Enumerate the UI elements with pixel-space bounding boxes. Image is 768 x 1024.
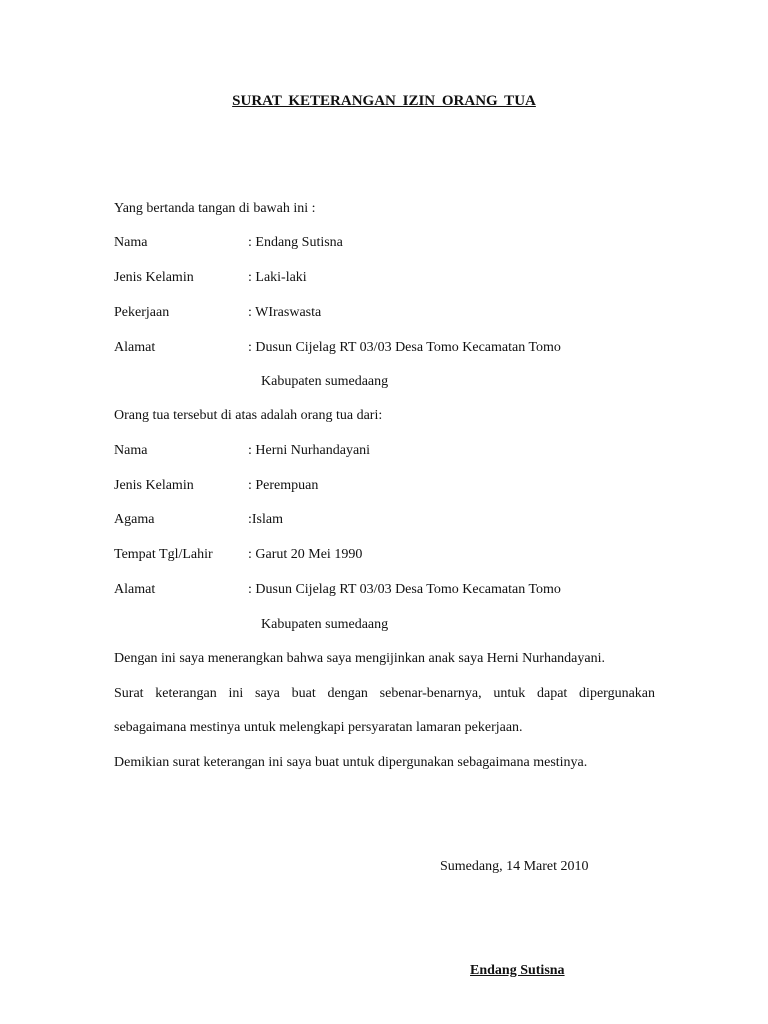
child-address-continuation: Kabupaten sumedaang <box>261 617 389 632</box>
parent-job-label: Pekerjaan <box>114 305 170 320</box>
purpose-text-line-2: sebagaimana mestinya untuk melengkapi persyaratan lamaran pekerjaan. <box>114 720 523 735</box>
parent-address-value: : Dusun Cijelag RT 03/03 Desa Tomo Kecamatan Tomo <box>248 340 561 355</box>
closing-text: Demikian surat keterangan ini saya buat untuk dipergunakan sebagaimana mestinya. <box>114 755 588 770</box>
letter-title: SURAT KETERANGAN IZIN ORANG TUA <box>232 93 536 109</box>
statement-text: Dengan ini saya menerangkan bahwa saya mengijinkan anak saya Herni Nurhandayani. <box>114 651 605 666</box>
parent-name-label: Nama <box>114 235 148 250</box>
child-name-label: Nama <box>114 443 148 458</box>
child-gender-label: Jenis Kelamin <box>114 478 194 493</box>
child-birth-label: Tempat Tgl/Lahir <box>114 547 213 562</box>
child-religion-label: Agama <box>114 512 155 527</box>
place-date: Sumedang, 14 Maret 2010 <box>440 859 589 874</box>
child-address-label: Alamat <box>114 582 156 597</box>
child-birth-value: : Garut 20 Mei 1990 <box>248 547 363 562</box>
parent-gender-label: Jenis Kelamin <box>114 270 194 285</box>
child-name-value: : Herni Nurhandayani <box>248 443 371 458</box>
child-religion-value: :Islam <box>248 512 283 527</box>
middle-text: Orang tua tersebut di atas adalah orang tua dari: <box>114 408 383 423</box>
parent-address-label: Alamat <box>114 340 156 355</box>
parent-gender-value: : Laki-laki <box>248 270 307 285</box>
parent-job-value: : WIraswasta <box>248 305 322 320</box>
parent-address-continuation: Kabupaten sumedaang <box>261 374 389 389</box>
purpose-text-line-1: Surat keterangan ini saya buat dengan sebenar-benarnya, untuk dapat dipergunakan <box>114 686 655 701</box>
child-address-value: : Dusun Cijelag RT 03/03 Desa Tomo Kecamatan Tomo <box>248 582 561 597</box>
parent-name-value: : Endang Sutisna <box>248 235 343 250</box>
intro-text: Yang bertanda tangan di bawah ini : <box>114 201 316 216</box>
signatory-name: Endang Sutisna <box>470 963 565 978</box>
child-gender-value: : Perempuan <box>248 478 319 493</box>
